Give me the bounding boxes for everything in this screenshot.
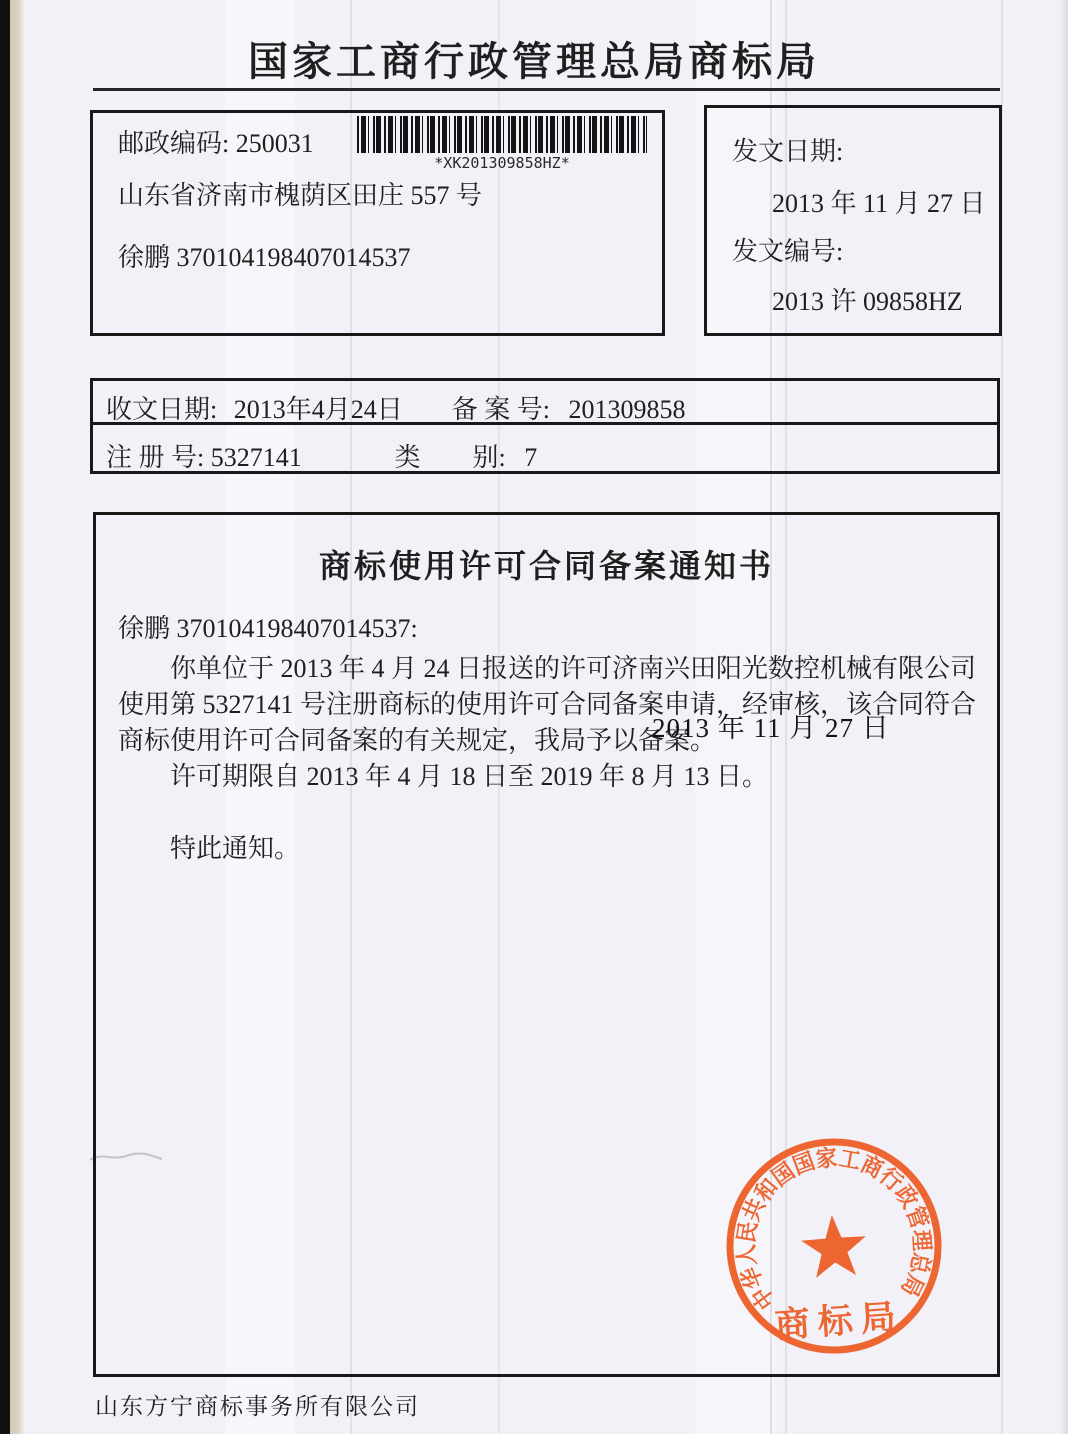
recipient-name-id: 徐鹏 370104198407014537: [118, 243, 411, 272]
class-label: 类 别:: [394, 443, 506, 472]
seal-ring-text: 中华人民共和国国家工商行政管理总局: [733, 1145, 935, 1314]
scan-edge-black: [0, 0, 10, 1434]
registry-table: [90, 378, 1000, 474]
registration-cell: [106, 437, 388, 474]
seal-icon: [711, 1123, 956, 1368]
registration-number-label: 注 册 号:: [106, 443, 205, 472]
record-number-label: 备 案 号:: [451, 395, 550, 424]
page-title: 国家工商行政管理总局商标局: [248, 39, 820, 84]
record-number-value: 201309858: [568, 395, 686, 424]
dispatch-date-label: 发文日期:: [732, 137, 844, 166]
dispatch-number-label: 发文编号:: [732, 237, 844, 266]
official-seal: [719, 1131, 949, 1361]
seal-date: 2013 年 11 月 27 日: [652, 713, 890, 743]
registration-number-value: 5327141: [210, 443, 302, 472]
notice-body-box: [93, 512, 1000, 1377]
barcode-icon: [357, 116, 647, 153]
table-row: [93, 428, 997, 474]
received-date-value: 2013年4月24日: [233, 395, 403, 424]
paragraph: 许可期限自 2013 年 4 月 18 日至 2019 年 8 月 13 日。: [170, 762, 769, 791]
seal-bureau-text: 商标局: [773, 1297, 905, 1346]
received-date-label: 收文日期:: [106, 395, 218, 424]
scan-edge-right: [1060, 0, 1068, 1434]
title-underline: [93, 88, 1000, 91]
salutation: 徐鹏 370104198407014537:: [118, 614, 418, 643]
scan-edge-paper: [10, 0, 25, 1434]
dispatch-date-value: 2013 年 11 月 27 日: [772, 189, 986, 218]
sender-address-box: [90, 110, 665, 336]
dispatch-info-box: [704, 105, 1002, 336]
paragraph: 特此通知。: [170, 834, 301, 863]
dispatch-number-value: 2013 许 09858HZ: [772, 287, 963, 316]
class-value: 7: [524, 443, 538, 472]
notice-title: 商标使用许可合同备案通知书: [318, 548, 774, 584]
star-icon: [800, 1213, 869, 1279]
recipient-address: 山东省济南市槐荫区田庄 557 号: [118, 181, 483, 210]
postal-code: 邮政编码: 250031: [118, 129, 314, 158]
table-row: [93, 381, 997, 425]
footer-agency: 山东方宁商标事务所有限公司: [95, 1394, 420, 1419]
barcode-text: *XK201309858HZ*: [434, 154, 570, 172]
paragraph: 你单位于 2013 年 4 月 24 日报送的许可济南兴田阳光数控机械有限公司使用第 5327141 号注册商标的使用许可合同备案申请，经审核，该合同符合商标使用许可合同备案的有关规定，我局予以备案。: [118, 654, 977, 755]
